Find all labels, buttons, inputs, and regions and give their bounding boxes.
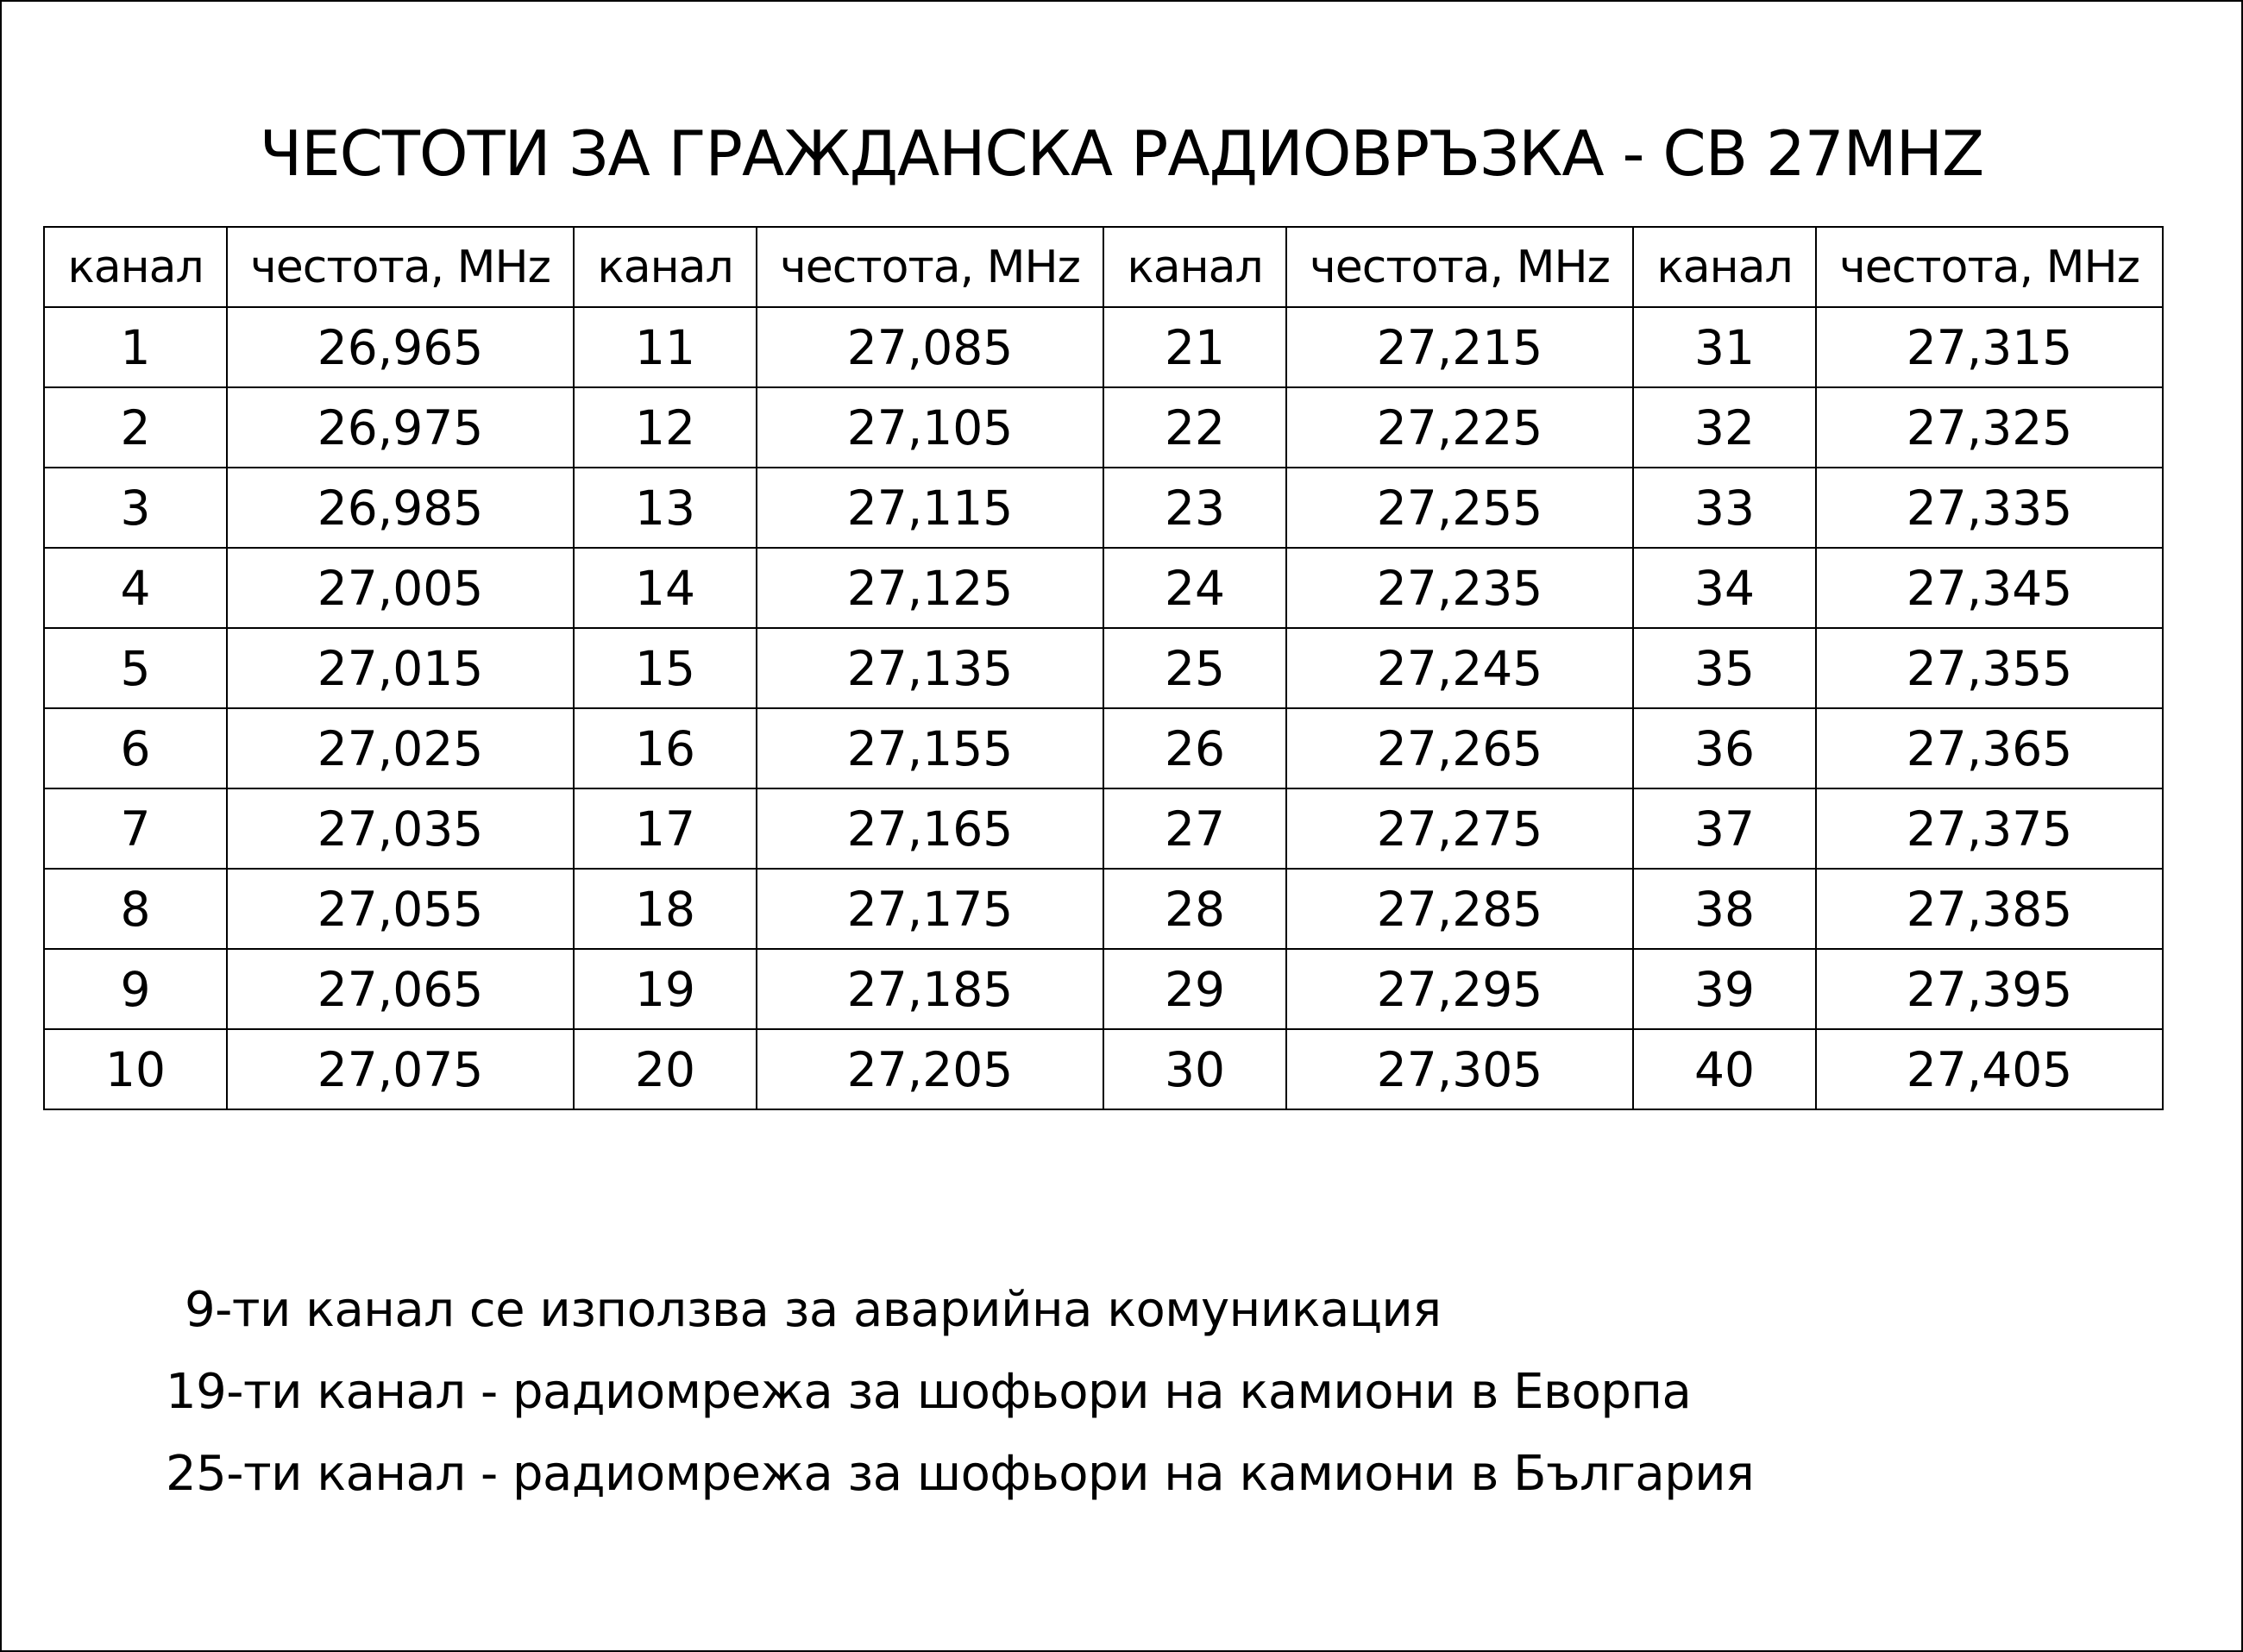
channel-cell: 19 bbox=[574, 949, 757, 1029]
frequency-cell: 27,085 bbox=[757, 307, 1103, 387]
frequency-cell: 27,405 bbox=[1816, 1029, 2163, 1109]
frequency-cell: 27,005 bbox=[227, 548, 574, 628]
frequency-cell: 27,225 bbox=[1286, 387, 1633, 468]
channel-cell: 17 bbox=[574, 788, 757, 869]
frequency-cell: 27,155 bbox=[757, 708, 1103, 788]
table-row bbox=[44, 548, 2163, 628]
frequency-cell: 27,025 bbox=[227, 708, 574, 788]
channel-cell: 31 bbox=[1633, 307, 1816, 387]
table-row bbox=[44, 387, 2163, 468]
header-channel: канал bbox=[44, 227, 227, 307]
channel-cell: 33 bbox=[1633, 468, 1816, 548]
frequency-cell: 27,265 bbox=[1286, 708, 1633, 788]
frequency-cell: 27,315 bbox=[1816, 307, 2163, 387]
channel-cell: 32 bbox=[1633, 387, 1816, 468]
channel-cell: 9 bbox=[44, 949, 227, 1029]
frequency-cell: 27,185 bbox=[757, 949, 1103, 1029]
frequency-cell: 27,305 bbox=[1286, 1029, 1633, 1109]
frequency-cell: 27,285 bbox=[1286, 869, 1633, 949]
table-body bbox=[44, 307, 2163, 1109]
header-frequency: честота, MHz bbox=[1816, 227, 2163, 307]
channel-cell: 18 bbox=[574, 869, 757, 949]
channel-cell: 39 bbox=[1633, 949, 1816, 1029]
table-row bbox=[44, 949, 2163, 1029]
channel-cell: 21 bbox=[1103, 307, 1286, 387]
channel-cell: 20 bbox=[574, 1029, 757, 1109]
table-row bbox=[44, 708, 2163, 788]
channel-cell: 38 bbox=[1633, 869, 1816, 949]
channel-cell: 16 bbox=[574, 708, 757, 788]
note-bulgaria-trucker-channel: 25-ти канал - радиомрежа за шофьори на камиони в България bbox=[166, 1446, 1755, 1502]
frequency-cell: 27,065 bbox=[227, 949, 574, 1029]
frequency-cell: 27,035 bbox=[227, 788, 574, 869]
frequency-cell: 27,385 bbox=[1816, 869, 2163, 949]
channel-cell: 14 bbox=[574, 548, 757, 628]
frequency-cell: 27,015 bbox=[227, 628, 574, 708]
frequency-cell: 27,355 bbox=[1816, 628, 2163, 708]
frequency-cell: 27,165 bbox=[757, 788, 1103, 869]
frequency-cell: 27,255 bbox=[1286, 468, 1633, 548]
frequency-cell: 27,205 bbox=[757, 1029, 1103, 1109]
page-title: ЧЕСТОТИ ЗА ГРАЖДАНСКА РАДИОВРЪЗКА - СВ 27MHZ bbox=[259, 117, 1984, 190]
frequency-cell: 27,395 bbox=[1816, 949, 2163, 1029]
frequency-cell: 27,135 bbox=[757, 628, 1103, 708]
channel-cell: 34 bbox=[1633, 548, 1816, 628]
channel-cell: 28 bbox=[1103, 869, 1286, 949]
frequency-cell: 26,965 bbox=[227, 307, 574, 387]
channel-cell: 4 bbox=[44, 548, 227, 628]
channel-cell: 15 bbox=[574, 628, 757, 708]
channel-cell: 36 bbox=[1633, 708, 1816, 788]
frequency-cell: 27,295 bbox=[1286, 949, 1633, 1029]
channel-cell: 35 bbox=[1633, 628, 1816, 708]
channel-cell: 12 bbox=[574, 387, 757, 468]
channel-cell: 27 bbox=[1103, 788, 1286, 869]
frequency-cell: 27,325 bbox=[1816, 387, 2163, 468]
frequency-cell: 27,335 bbox=[1816, 468, 2163, 548]
header-frequency: честота, MHz bbox=[757, 227, 1103, 307]
frequency-cell: 27,245 bbox=[1286, 628, 1633, 708]
channel-cell: 37 bbox=[1633, 788, 1816, 869]
channel-cell: 8 bbox=[44, 869, 227, 949]
channel-cell: 3 bbox=[44, 468, 227, 548]
frequency-cell: 27,105 bbox=[757, 387, 1103, 468]
channel-cell: 29 bbox=[1103, 949, 1286, 1029]
channel-cell: 13 bbox=[574, 468, 757, 548]
header-channel: канал bbox=[574, 227, 757, 307]
note-emergency-channel: 9-ти канал се използва за аварийна комуникация bbox=[185, 1282, 1442, 1338]
frequency-cell: 27,115 bbox=[757, 468, 1103, 548]
channel-cell: 6 bbox=[44, 708, 227, 788]
channel-cell: 2 bbox=[44, 387, 227, 468]
note-europe-trucker-channel: 19-ти канал - радиомрежа за шофьори на камиони в Еворпа bbox=[166, 1364, 1692, 1420]
channel-cell: 7 bbox=[44, 788, 227, 869]
channel-cell: 22 bbox=[1103, 387, 1286, 468]
channel-cell: 40 bbox=[1633, 1029, 1816, 1109]
header-channel: канал bbox=[1103, 227, 1286, 307]
header-frequency: честота, MHz bbox=[1286, 227, 1633, 307]
frequency-cell: 27,375 bbox=[1816, 788, 2163, 869]
frequency-cell: 27,125 bbox=[757, 548, 1103, 628]
channel-cell: 5 bbox=[44, 628, 227, 708]
frequency-cell: 27,275 bbox=[1286, 788, 1633, 869]
frequency-cell: 26,975 bbox=[227, 387, 574, 468]
frequency-cell: 26,985 bbox=[227, 468, 574, 548]
table-row bbox=[44, 1029, 2163, 1109]
table-row bbox=[44, 468, 2163, 548]
table-row bbox=[44, 628, 2163, 708]
frequency-cell: 27,365 bbox=[1816, 708, 2163, 788]
channel-cell: 26 bbox=[1103, 708, 1286, 788]
table-row bbox=[44, 869, 2163, 949]
frequency-cell: 27,075 bbox=[227, 1029, 574, 1109]
channel-cell: 23 bbox=[1103, 468, 1286, 548]
frequency-cell: 27,175 bbox=[757, 869, 1103, 949]
channel-cell: 30 bbox=[1103, 1029, 1286, 1109]
channel-cell: 24 bbox=[1103, 548, 1286, 628]
frequency-table bbox=[43, 226, 2164, 1110]
channel-cell: 10 bbox=[44, 1029, 227, 1109]
frequency-cell: 27,055 bbox=[227, 869, 574, 949]
table-header-row bbox=[44, 227, 2163, 307]
frequency-cell: 27,235 bbox=[1286, 548, 1633, 628]
frequency-cell: 27,215 bbox=[1286, 307, 1633, 387]
table-row bbox=[44, 307, 2163, 387]
channel-cell: 11 bbox=[574, 307, 757, 387]
header-channel: канал bbox=[1633, 227, 1816, 307]
frequency-cell: 27,345 bbox=[1816, 548, 2163, 628]
channel-cell: 1 bbox=[44, 307, 227, 387]
channel-cell: 25 bbox=[1103, 628, 1286, 708]
table-row bbox=[44, 788, 2163, 869]
header-frequency: честота, MHz bbox=[227, 227, 574, 307]
